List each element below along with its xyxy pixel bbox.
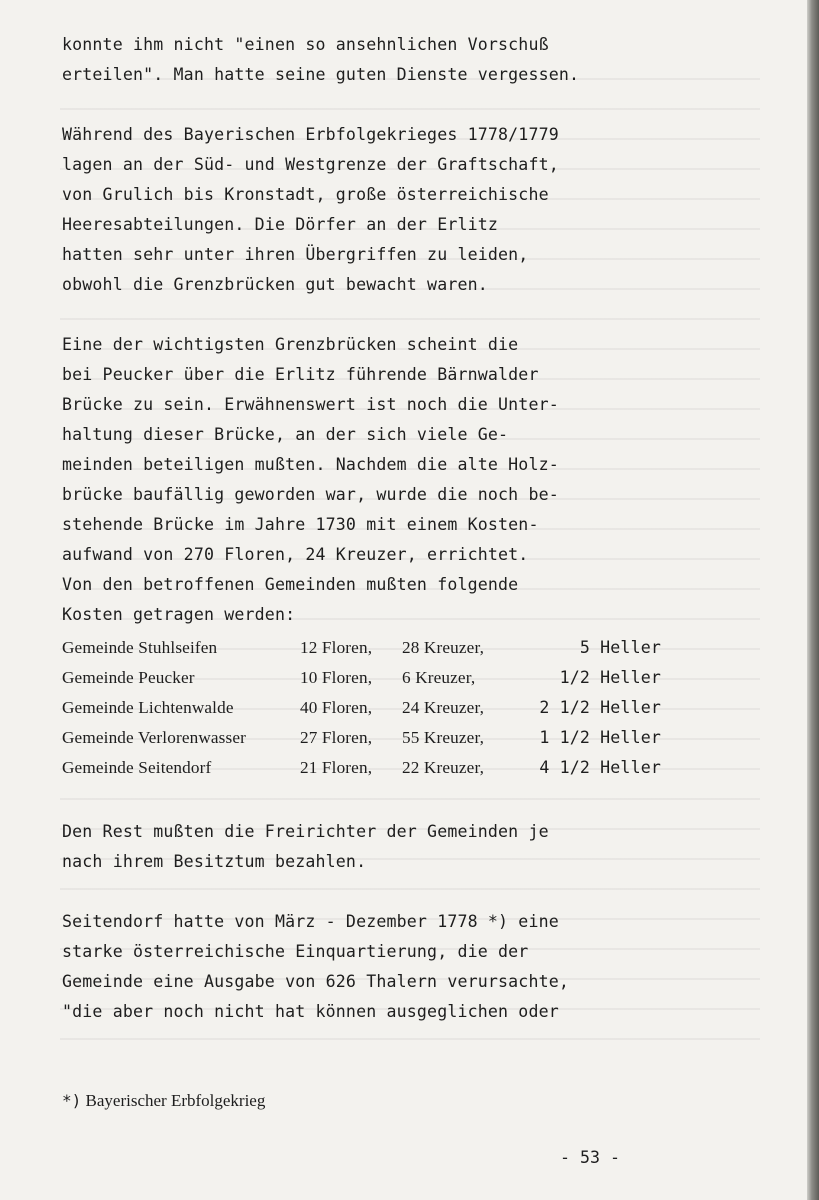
heller-cell: 5 Heller bbox=[579, 638, 661, 657]
text-line: meinden beteiligen mußten. Nachdem die alte Holz- bbox=[62, 455, 559, 474]
text-line: Kosten getragen werden: bbox=[62, 605, 296, 624]
table-row bbox=[62, 693, 661, 723]
text-line: lagen an der Süd- und Westgrenze der Graftschaft, bbox=[62, 155, 559, 174]
page-body bbox=[62, 30, 702, 1027]
heller-cell: 2 1/2 Heller bbox=[539, 698, 661, 717]
text-line: Während des Bayerischen Erbfolgekrieges 1778/1779 bbox=[62, 125, 559, 144]
text-line: Brücke zu sein. Erwähnenswert ist noch die Unter- bbox=[62, 395, 559, 414]
footnote-mark: *) bbox=[62, 1091, 82, 1110]
heller-cell: 1 1/2 Heller bbox=[539, 728, 661, 747]
gemeinde-cell: Gemeinde Peucker bbox=[62, 668, 195, 687]
text-line: nach ihrem Besitztum bezahlen. bbox=[62, 852, 367, 871]
text-line: Gemeinde eine Ausgabe von 626 Thalern verursachte, bbox=[62, 972, 570, 991]
kreuzer-cell: 28 Kreuzer, bbox=[402, 638, 485, 657]
heller-cell: 1/2 Heller bbox=[559, 668, 661, 687]
text-line: von Grulich bis Kronstadt, große österreichische bbox=[62, 185, 549, 204]
text-line: Seitendorf hatte von März - Dezember 1778 *) eine bbox=[62, 912, 559, 931]
heller-cell: 4 1/2 Heller bbox=[539, 758, 661, 777]
page-number: - 53 - bbox=[560, 1148, 620, 1167]
kreuzer-cell: 24 Kreuzer, bbox=[402, 698, 485, 717]
text-line: hatten sehr unter ihren Übergriffen zu leiden, bbox=[62, 245, 529, 264]
text-line: stehende Brücke im Jahre 1730 mit einem Kosten- bbox=[62, 515, 539, 534]
floren-cell: 27 Floren, bbox=[300, 728, 373, 747]
kreuzer-cell: 6 Kreuzer, bbox=[402, 668, 476, 687]
text-line: haltung dieser Brücke, an der sich viele Ge- bbox=[62, 425, 509, 444]
text-line: starke österreichische Einquartierung, die der bbox=[62, 942, 529, 961]
text-line: "die aber noch nicht hat können ausgeglichen oder bbox=[62, 1002, 559, 1021]
gemeinde-cell: Gemeinde Seitendorf bbox=[62, 758, 212, 777]
text-line: obwohl die Grenzbrücken gut bewacht waren. bbox=[62, 275, 488, 294]
text-line: brücke baufällig geworden war, wurde die noch be- bbox=[62, 485, 559, 504]
table-row bbox=[62, 633, 661, 663]
costs-table bbox=[62, 633, 661, 783]
text-line: Den Rest mußten die Freirichter der Gemeinden je bbox=[62, 822, 549, 841]
text-line: Heeresabteilungen. Die Dörfer an der Erlitz bbox=[62, 215, 499, 234]
footnote bbox=[62, 1091, 265, 1111]
footnote-text: Bayerischer Erbfolgekrieg bbox=[85, 1091, 266, 1110]
floren-cell: 40 Floren, bbox=[300, 698, 373, 717]
text-line: konnte ihm nicht "einen so ansehnlichen Vorschuß bbox=[62, 35, 549, 54]
floren-cell: 10 Floren, bbox=[300, 668, 373, 687]
kreuzer-cell: 55 Kreuzer, bbox=[402, 728, 485, 747]
kreuzer-cell: 22 Kreuzer, bbox=[402, 758, 485, 777]
gemeinde-cell: Gemeinde Stuhlseifen bbox=[62, 638, 218, 657]
text-line: Eine der wichtigsten Grenzbrücken scheint die bbox=[62, 335, 519, 354]
page-edge-shadow bbox=[807, 0, 819, 1200]
text-line: aufwand von 270 Floren, 24 Kreuzer, errichtet. bbox=[62, 545, 529, 564]
text-line: bei Peucker über die Erlitz führende Bärnwalder bbox=[62, 365, 539, 384]
table-row bbox=[62, 723, 661, 753]
gemeinde-cell: Gemeinde Lichtenwalde bbox=[62, 698, 234, 717]
table-row bbox=[62, 663, 661, 693]
gemeinde-cell: Gemeinde Verlorenwasser bbox=[62, 728, 247, 747]
text-line: Von den betroffenen Gemeinden mußten folgende bbox=[62, 575, 519, 594]
text-line: erteilen". Man hatte seine guten Dienste vergessen. bbox=[62, 65, 580, 84]
table-row bbox=[62, 753, 661, 783]
floren-cell: 21 Floren, bbox=[300, 758, 373, 777]
floren-cell: 12 Floren, bbox=[300, 638, 373, 657]
